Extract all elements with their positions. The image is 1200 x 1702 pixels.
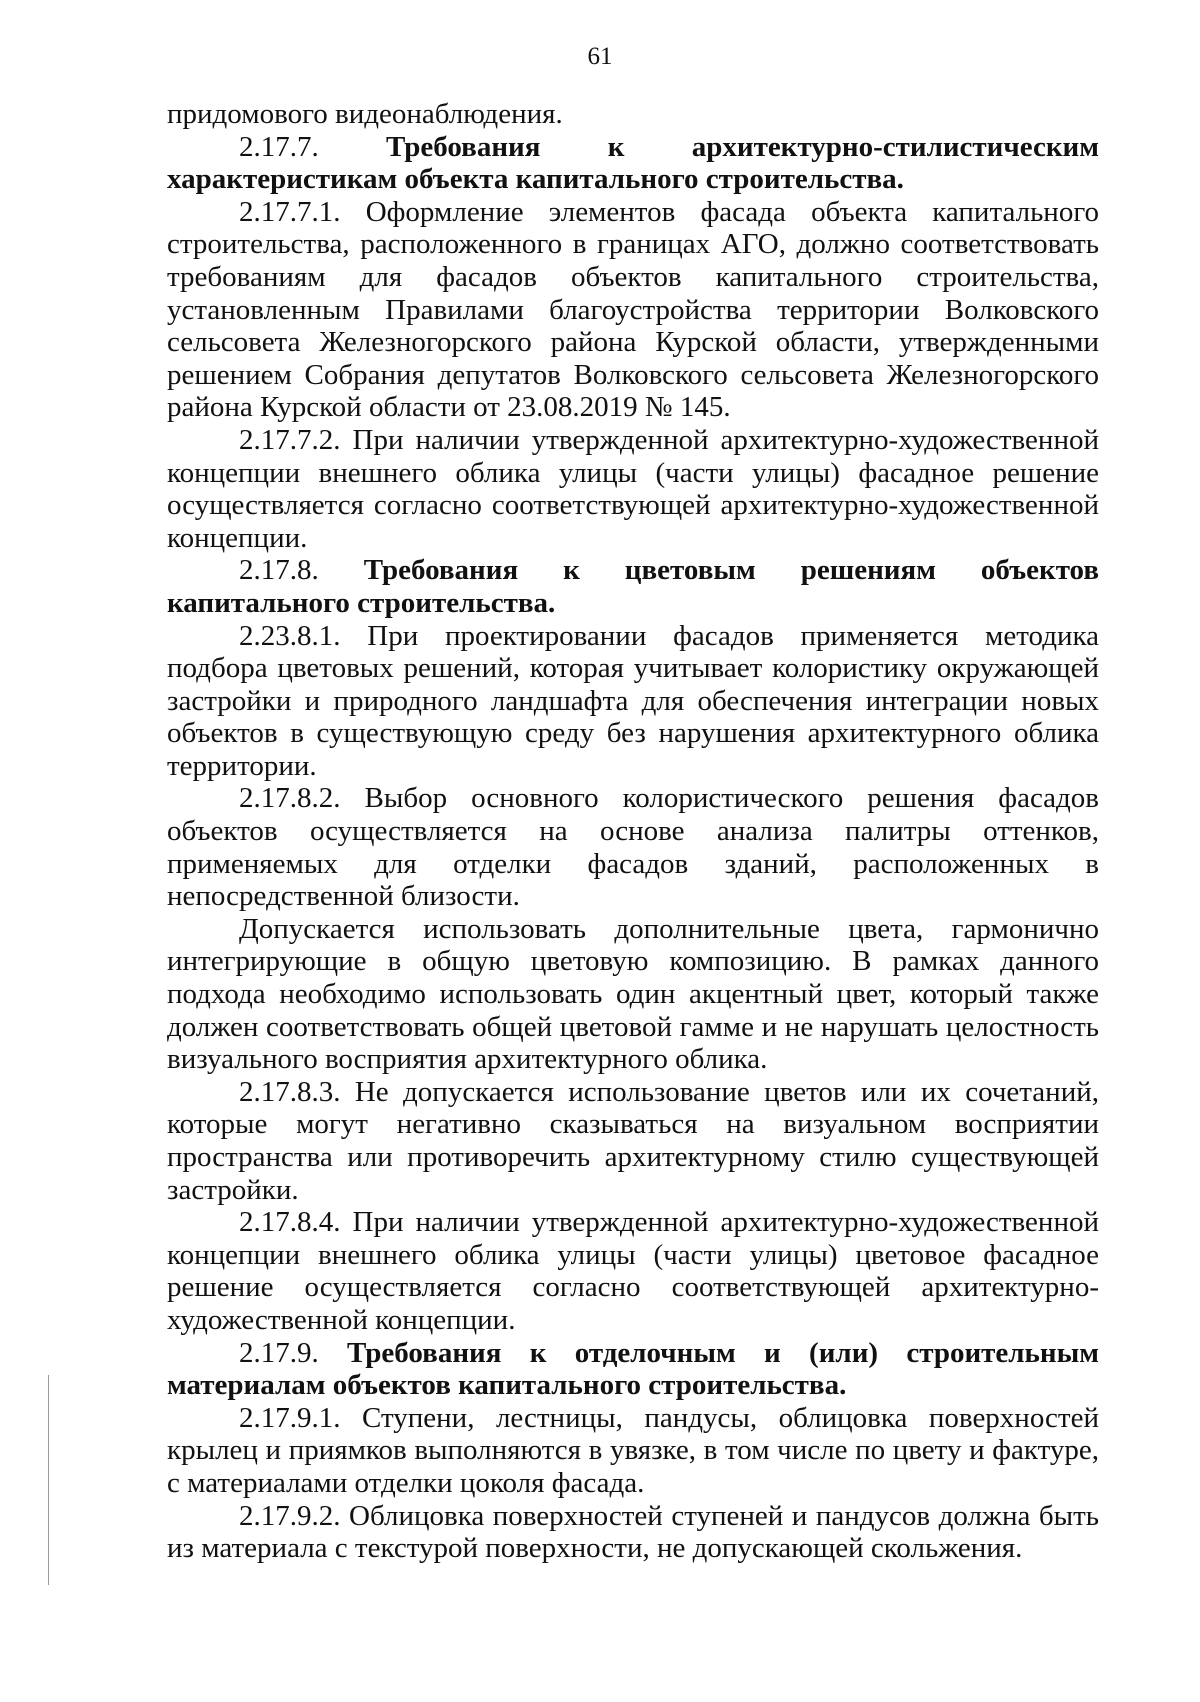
paragraph-text: 2.17.8.3. Не допускается использование цветов или их сочетаний, которые могут негативно сказываться на визуальном восприятии пространства или противоречить архитектурному стилю существующей застройки. (167, 1075, 1099, 1206)
section-heading-2-17-7 (167, 131, 1099, 196)
paragraph-text: 2.17.9.2. Облицовка поверхностей ступеней и пандусов должна быть из материала с текстурой поверхности, не допускающей скольжения. (167, 1499, 1099, 1565)
section-heading-text: Требования к архитектурно-стилистическим характеристикам объекта капитального строительства. (167, 130, 1100, 196)
paragraph-text: придомового видеонаблюдения. (167, 98, 563, 130)
paragraph-text: 2.17.7.1. Оформление элементов фасада объекта капитального строительства, расположенного в границах АГО, должно соответствовать требованиям для фасадов объектов капитального строительства, установленным Правилами благоустройства территории Волковского сельсовета Железногорского района Курской области, утвержденными решением Собрания депутатов Волковского сельсовета Железногорского района Курской области от 23.08.2019 № 145. (167, 195, 1099, 424)
section-number: 2.17.8. (239, 554, 364, 587)
paragraph-additional-colors (167, 913, 1099, 1076)
document-body (167, 98, 1099, 1565)
paragraph-2-23-8-1 (167, 620, 1099, 783)
paragraph-2-17-8-4 (167, 1206, 1099, 1336)
paragraph-text: 2.17.9.1. Ступени, лестницы, пандусы, облицовка поверхностей крылец и приямков выполняются в увязке, в том числе по цвету и фактуре, с материалами отделки цоколя фасада. (167, 1401, 1099, 1499)
paragraph-2-17-8-2 (167, 782, 1099, 912)
page-number: 61 (587, 43, 613, 70)
paragraph-text: Допускается использовать дополнительные цвета, гармонично интегрирующие в общую цветовую композицию. В рамках данного подхода необходимо использовать один акцентный цвет, который также должен соответствовать общей цветовой гамме и не нарушать целостность визуального восприятия архитектурного облика. (167, 912, 1099, 1076)
paragraph-text: 2.23.8.1. При проектировании фасадов применяется методика подбора цветовых решений, которая учитывает колористику окружающей застройки и природного ландшафта для обеспечения интеграции новых объектов в существующую среду без нарушения архитектурного облика территории. (167, 619, 1099, 782)
scan-artifact-left-margin (48, 1375, 49, 1585)
section-number: 2.17.9. (239, 1336, 348, 1369)
section-heading-2-17-8 (167, 554, 1099, 619)
paragraph-2-17-7-2 (167, 424, 1099, 554)
paragraph-2-17-8-3 (167, 1076, 1099, 1206)
section-heading-2-17-9 (167, 1337, 1099, 1402)
paragraph-2-17-9-1 (167, 1402, 1099, 1500)
paragraph-text: 2.17.7.2. При наличии утвержденной архитектурно-художественной концепции внешнего облика улицы (части улицы) фасадное решение осуществляется согласно соответствующей архитектурно-художественной концепции. (167, 423, 1099, 554)
paragraph-text: 2.17.8.4. При наличии утвержденной архитектурно-художественной концепции внешнего облика улицы (части улицы) цветовое фасадное решение осуществляется согласно соответствующей архитектурно-художественной концепции. (167, 1206, 1099, 1336)
paragraph-continuation (167, 98, 1099, 131)
paragraph-text: 2.17.8.2. Выбор основного колористического решения фасадов объектов осуществляется на основе анализа палитры оттенков, применяемых для отделки фасадов зданий, расположенных в непосредственной близости. (167, 782, 1099, 913)
section-number: 2.17.7. (239, 130, 387, 163)
section-heading-text: Требования к отделочным и (или) строительным материалам объектов капитального строительства. (167, 1336, 1099, 1402)
paragraph-2-17-7-1 (167, 196, 1099, 424)
section-heading-text: Требования к цветовым решениям объектов капитального строительства. (167, 554, 1099, 619)
paragraph-2-17-9-2 (167, 1500, 1099, 1565)
